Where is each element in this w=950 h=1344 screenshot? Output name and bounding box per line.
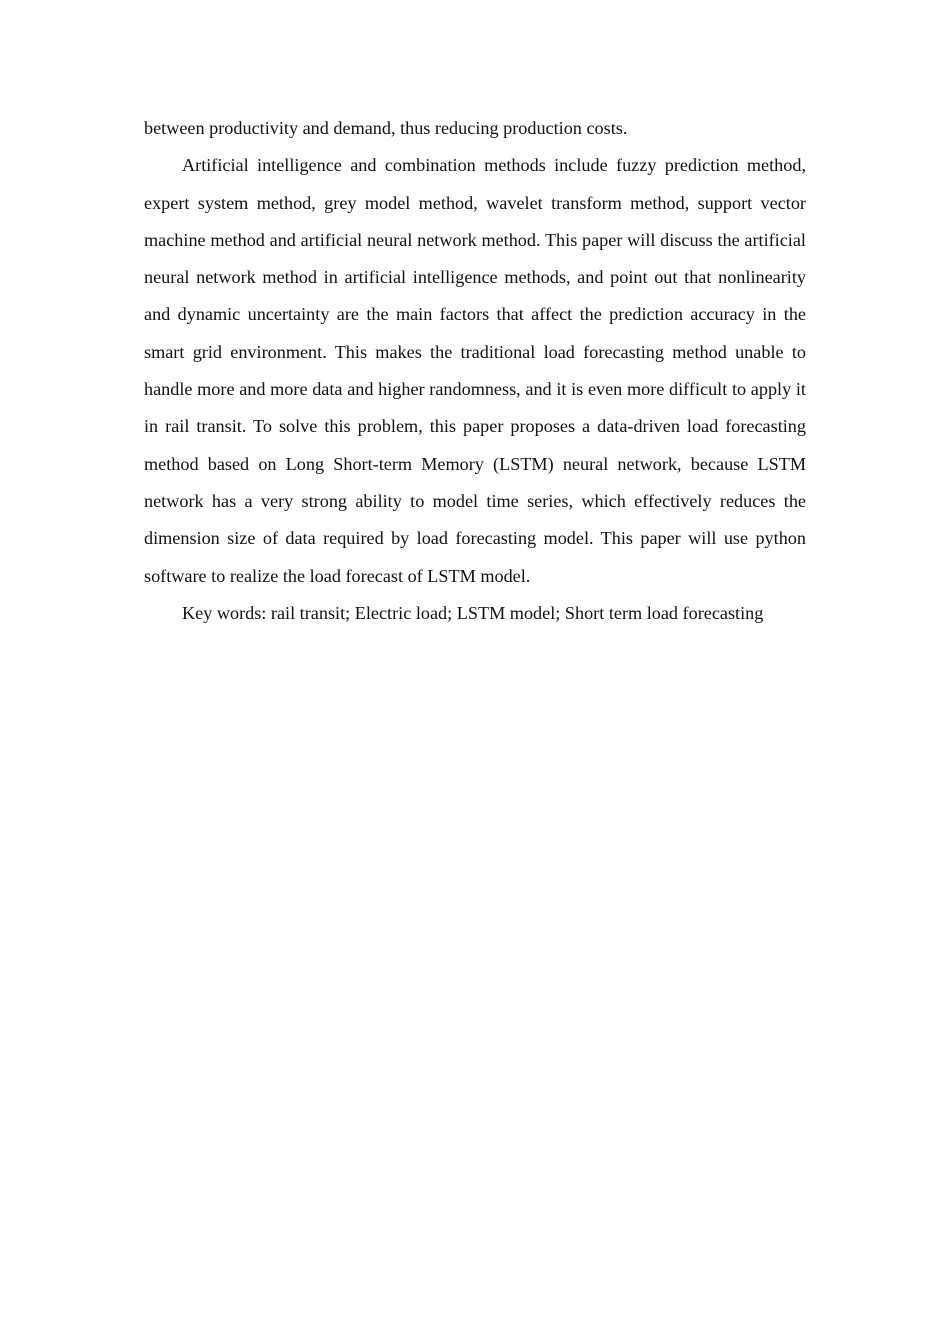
body-text xyxy=(144,110,806,632)
abstract-paragraph: Artificial intelligence and combination methods include fuzzy prediction method, expert system method, grey model method, wavelet transform method, support vector machine method and artificial neural network method. This paper will discuss the artificial neural network method in artificial intelligence methods, and point out that nonlinearity and dynamic uncertainty are the main factors that affect the prediction accuracy in the smart grid environment. This makes the traditional load forecasting method unable to handle more and more data and higher randomness, and it is even more difficult to apply it in rail transit. To solve this problem, this paper proposes a data-driven load forecasting method based on Long Short-term Memory (LSTM) neural network, because LSTM network has a very strong ability to model time series, which effectively reduces the dimension size of data required by load forecasting model. This paper will use python software to realize the load forecast of LSTM model. xyxy=(144,155,806,586)
keywords-line: Key words: rail transit; Electric load; LSTM model; Short term load forecasting xyxy=(182,602,764,623)
continuation-paragraph: between productivity and demand, thus reducing production costs. xyxy=(144,118,628,138)
